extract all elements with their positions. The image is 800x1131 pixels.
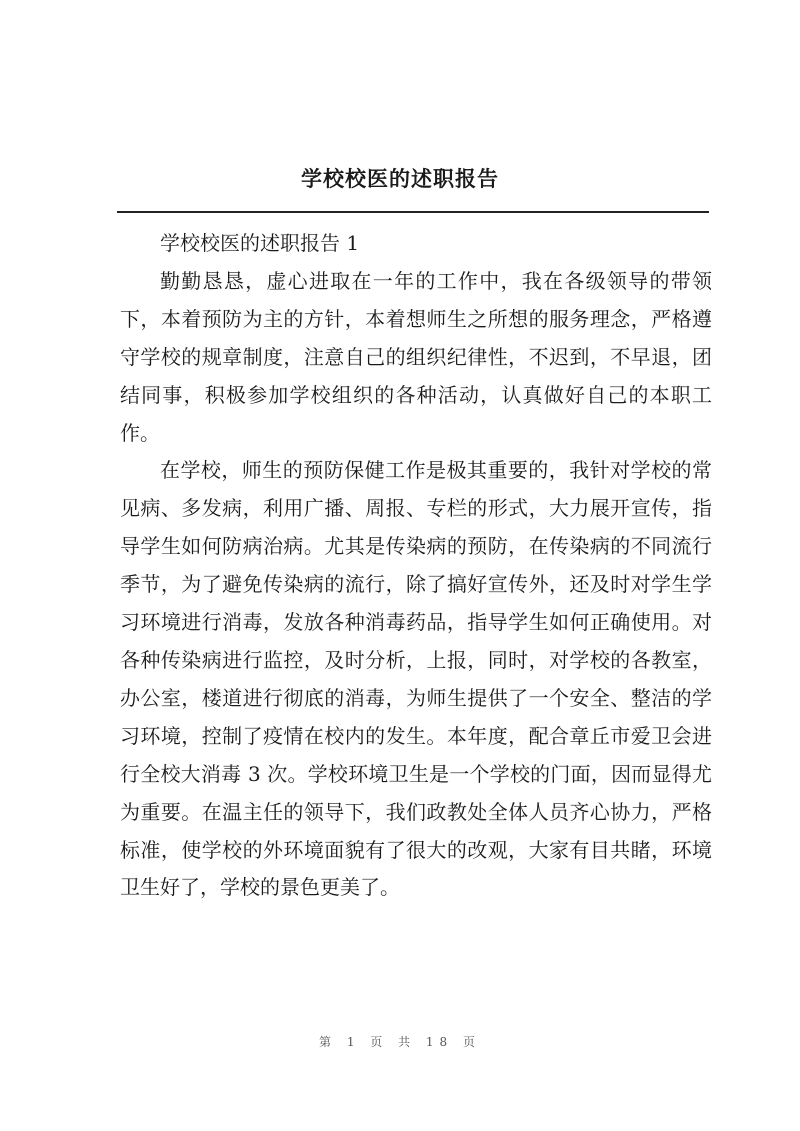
page-number-footer: 第 1 页 共 18 页 xyxy=(319,1035,481,1049)
document-title: 学校校医的述职报告 xyxy=(301,166,499,191)
paragraph-2: 在学校，师生的预防保健工作是极其重要的，我针对学校的常见病、多发病，利用广播、周报、专栏的形式，大力展开宣传，指导学生如何防病治病。尤其是传染病的预防，在传染病的不同流行季节，为了避免传染病的流行，除了搞好宣传外，还及时对学生学习环境进行消毒，发放各种消毒药品，指导学生如何正确使用。对各种传染病进行监控，及时分析，上报，同时，对学校的各教室，办公室，楼道进行彻底的消毒，为师生提供了一个安全、整洁的学习环境，控制了疫情在校内的发生。本年度，配合章丘市爱卫会进行全校大消毒 3 次。学校环境卫生是一个学校的门面，因而显得尤为重要。在温主任的领导下，我们政教处全体人员齐心协力，严格标准，使学校的外环境面貌有了很大的改观，大家有目共睹，环境卫生好了，学校的景色更美了。 xyxy=(120,458,712,900)
section-heading: 学校校医的述职报告 1 xyxy=(160,231,360,255)
title-divider xyxy=(117,211,709,213)
document-body xyxy=(120,225,712,907)
paragraph-1: 勤勤恳恳，虚心进取在一年的工作中，我在各级领导的带领下，本着预防为主的方针，本着想师生之所想的服务理念，严格遵守学校的规章制度，注意自己的组织纪律性，不迟到，不早退，团结同事，积极参加学校组织的各种活动，认真做好自己的本职工作。 xyxy=(120,268,712,445)
